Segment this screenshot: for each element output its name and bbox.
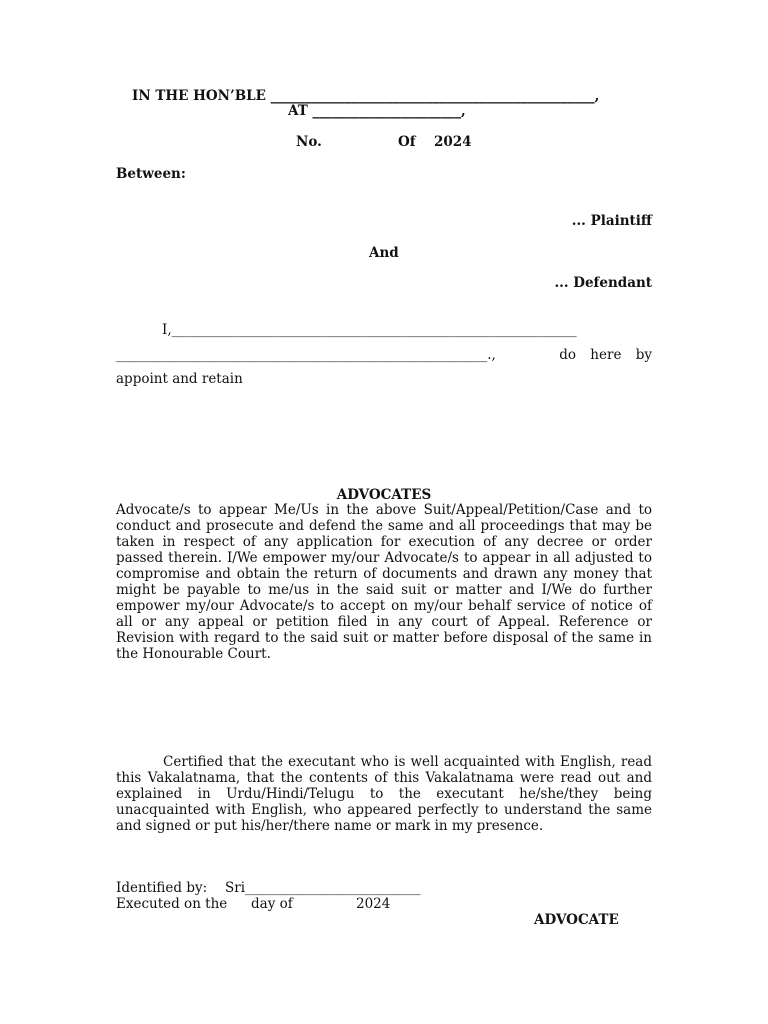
advocates-body: Advocate/s to appear Me/Us in the above Suit/Appeal/Petition/Case and to conduct and prosecute and defend the same and all proceedings that may be taken in respect of any application for execution of any decree or order passed therein. I/We empower my/our Advocate/s to appear in all adjusted to compromise and obtain the return of documents and drawn any money that might be payable to me/us in the said suit or matter and I/We do further empower my/our Advocate/s to accept on my/our behalf service of notice of all or any appeal or petition filed in any court of Appeal. Reference or Revision with regard to the said suit or matter before disposal of the same in the Honourable Court. bbox=[116, 502, 652, 662]
advocate-signature-label: ADVOCATE bbox=[534, 912, 619, 928]
executant-name-line-2: _______________________________________________________., bbox=[116, 347, 496, 363]
advocates-heading: ADVOCATES bbox=[336, 487, 432, 503]
certification-body: Certified that the executant who is well acquainted with English, read this Vakalatnama, that the contents of this Vakalatnama were read out and explained in Urdu/Hindi/Telugu to the executant he/she/they being unacquainted with English, who appeared perfectly to understand the same and signed or put his/her/there name or mark in my presence. bbox=[116, 754, 652, 834]
at-line: AT ______________________, bbox=[288, 103, 466, 119]
between-label: Between: bbox=[116, 166, 186, 182]
and-label: And bbox=[369, 245, 399, 261]
executant-name-line: I,____________________________________________________________ bbox=[162, 322, 577, 338]
appoint-and-retain-text: appoint and retain bbox=[116, 371, 243, 387]
day-of-label: day of bbox=[251, 896, 293, 912]
do-here-by-text: do here by bbox=[559, 347, 652, 363]
executed-year: 2024 bbox=[356, 896, 391, 912]
identified-by-sri-line: Sri__________________________ bbox=[225, 880, 421, 896]
defendant-label: ... Defendant bbox=[554, 275, 652, 291]
case-of-label: Of bbox=[398, 134, 416, 150]
court-line: IN THE HON’BLE ________________________________________________, bbox=[132, 88, 600, 104]
executed-on-label: Executed on the bbox=[116, 896, 228, 912]
case-number-label: No. bbox=[296, 134, 322, 150]
plaintiff-label: ... Plaintiff bbox=[571, 213, 652, 229]
identified-by-label: Identified by: bbox=[116, 880, 208, 896]
case-year: 2024 bbox=[434, 134, 472, 150]
